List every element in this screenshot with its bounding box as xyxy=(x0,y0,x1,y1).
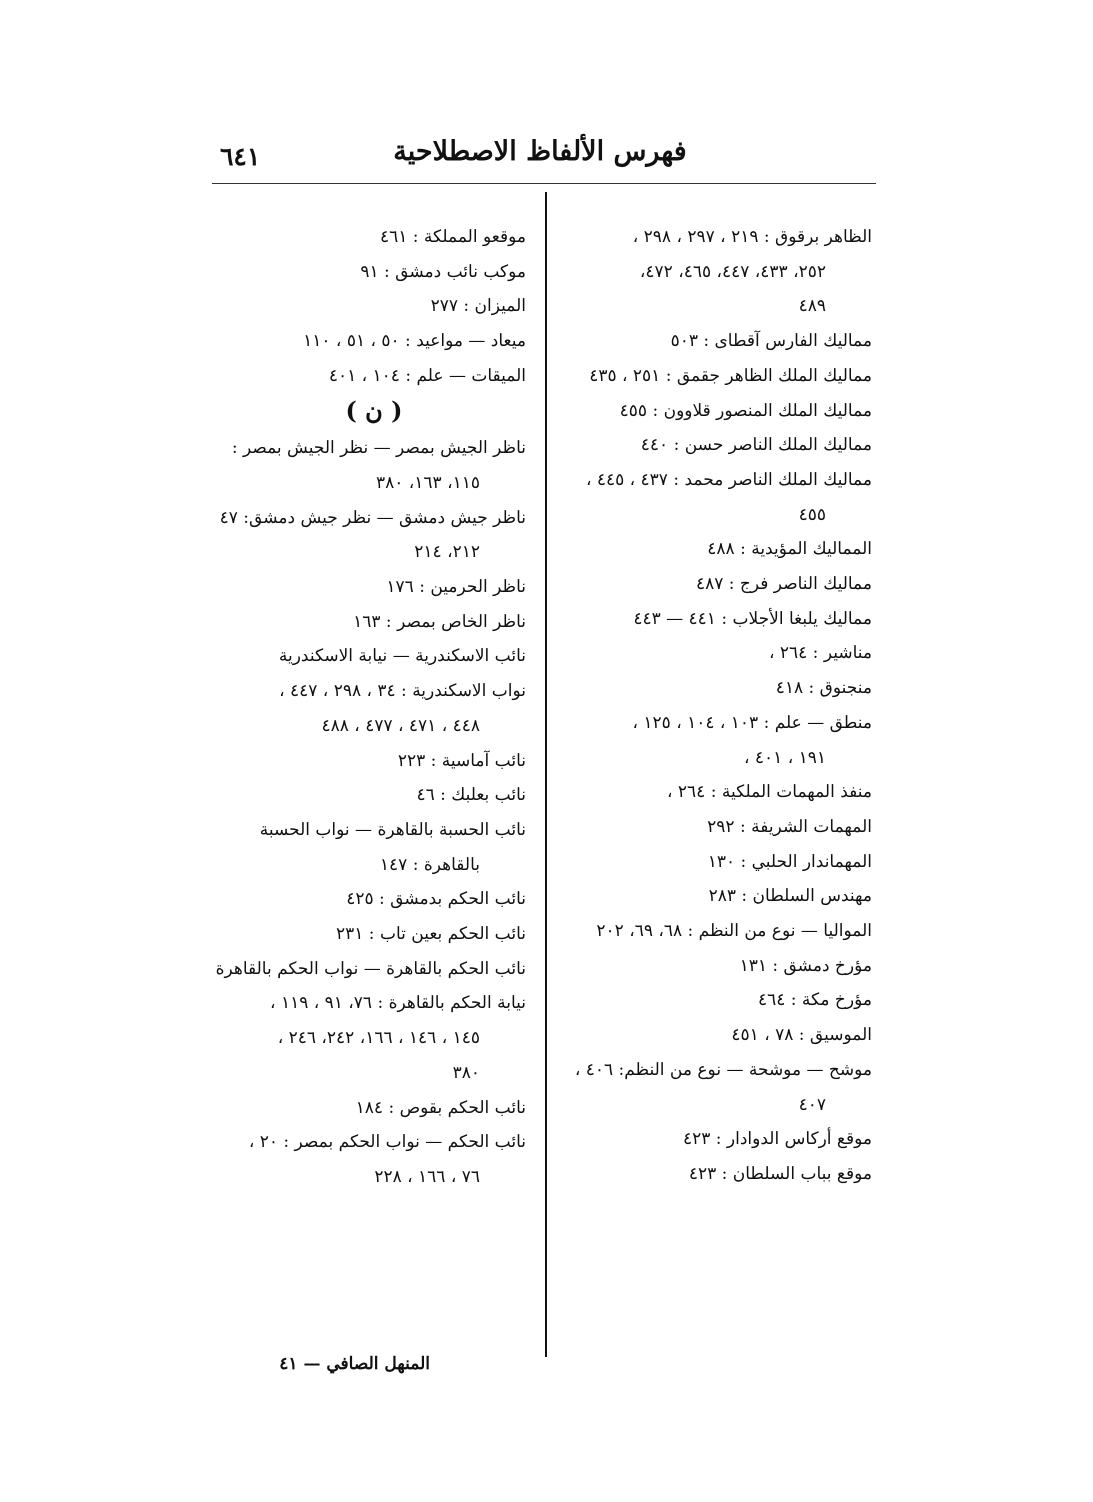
index-entry: موقع بباب السلطان : ٤٢٣ xyxy=(688,1163,872,1184)
index-column-right xyxy=(572,220,872,1192)
index-entry-continuation: ٢٥٢، ٤٣٣، ٤٤٧، ٤٦٥، ٤٧٢، xyxy=(639,261,826,282)
index-entry: نائب الحكم بعين تاب : ٢٣١ xyxy=(336,924,526,945)
index-entry: مماليك الملك الظاهر جقمق : ٢٥١ ، ٤٣٥ xyxy=(589,365,872,386)
index-entry: نائب الحكم بالقاهرة — نواب الحكم بالقاهرة xyxy=(215,958,526,979)
index-entry: مماليك الملك المنصور قلاوون : ٤٥٥ xyxy=(619,400,872,421)
index-entry: الميقات — علم : ١٠٤ ، ٤٠١ xyxy=(328,365,526,386)
index-entry: موقع أركاس الدوادار : ٤٢٣ xyxy=(682,1129,872,1150)
index-entry: نائب الحكم بدمشق : ٤٢٥ xyxy=(346,889,526,910)
index-entry: الميزان : ٢٧٧ xyxy=(430,296,526,317)
index-entry: نواب الاسكندرية : ٣٤ ، ٢٩٨ ، ٤٤٧ ، xyxy=(279,681,526,702)
index-entry: نائب بعلبك : ٤٦ xyxy=(416,785,526,806)
index-entry: مماليك الفارس آقطاى : ٥٠٣ xyxy=(670,331,872,352)
index-entry: نائب الحكم بقوص : ١٨٤ xyxy=(355,1097,526,1118)
index-entry: موكب نائب دمشق : ٩١ xyxy=(360,261,526,282)
index-entry: مؤرخ مكة : ٤٦٤ xyxy=(757,990,872,1011)
index-entry: الظاهر برقوق : ٢١٩ ، ٢٩٧ ، ٢٩٨ ، xyxy=(632,227,872,247)
index-entry: موقعو المملكة : ٤٦١ xyxy=(379,227,526,247)
index-entry: موشح — موشحة — نوع من النظم: ٤٠٦ ، xyxy=(574,1059,872,1080)
index-entry: نائب الاسكندرية — نيابة الاسكندرية xyxy=(278,646,526,667)
index-entry: المواليا — نوع من النظم : ٦٨، ٦٩، ٢٠٢ xyxy=(596,921,872,942)
index-entry: نائب الحسبة بالقاهرة — نواب الحسبة xyxy=(259,819,526,840)
index-entry: المهماندار الحلبي : ١٣٠ xyxy=(707,851,872,872)
index-entry: المماليك المؤيدية : ٤٨٨ xyxy=(707,539,872,560)
footer-note: المنهل الصافي — ٤١ xyxy=(279,1354,430,1374)
index-entry-continuation: ٣٨٠ xyxy=(452,1062,480,1083)
index-entry: مهندس السلطان : ٢٨٣ xyxy=(708,886,872,907)
index-entry: مماليك الملك الناصر حسن : ٤٤٠ xyxy=(640,435,872,456)
index-entry: مناشير : ٢٦٤ ، xyxy=(768,643,872,664)
index-entry: نائب الحكم — نواب الحكم بمصر : ٢٠ ، xyxy=(248,1132,526,1153)
index-entry-continuation: ٤٠٧ xyxy=(798,1094,826,1115)
index-entry: ناظر الجيش بمصر — نظر الجيش بمصر : xyxy=(231,438,526,459)
index-entry: منفذ المهمات الملكية : ٢٦٤ ، xyxy=(667,782,872,803)
page-title: فهرس الألفاظ الاصطلاحية xyxy=(393,136,687,167)
index-entry: نائب آماسية : ٢٢٣ xyxy=(397,750,526,771)
column-divider xyxy=(545,192,547,1357)
index-entry: الموسيق : ٧٨ ، ٤٥١ xyxy=(731,1025,872,1046)
index-entry-continuation: بالقاهرة : ١٤٧ xyxy=(379,854,480,875)
page-number: ٦٤١ xyxy=(220,142,261,171)
index-entry: نيابة الحكم بالقاهرة : ٧٦، ٩١ ، ١١٩ ، xyxy=(270,993,526,1014)
index-entry: ناظر الحرمين : ١٧٦ xyxy=(386,577,526,598)
index-entry-continuation: ٤٤٨ ، ٤٧١ ، ٤٧٧ ، ٤٨٨ xyxy=(321,715,480,736)
index-entry-continuation: ٢١٢، ٢١٤ xyxy=(414,542,480,563)
index-entry: مؤرخ دمشق : ١٣١ xyxy=(739,955,872,976)
index-entry: ناظر الخاص بمصر : ١٦٣ xyxy=(353,611,526,632)
index-entry-continuation: ٤٥٥ xyxy=(798,504,826,525)
section-letter: ( ن ) xyxy=(345,395,403,425)
index-entry: المهمات الشريفة : ٢٩٢ xyxy=(707,816,872,837)
index-entry: مماليك الناصر فرج : ٤٨٧ xyxy=(695,574,872,595)
index-entry-continuation: ١١٥، ١٦٣، ٣٨٠ xyxy=(376,472,480,493)
index-entry: مماليك يلبغا الأجلاب : ٤٤١ — ٤٤٣ xyxy=(633,608,872,629)
index-entry-continuation: ٤٨٩ xyxy=(798,296,826,317)
header-rule xyxy=(212,183,876,184)
index-column-left xyxy=(215,220,526,1195)
index-entry-continuation: ١٤٥ ، ١٤٦ ، ١٦٦، ٢٤٢، ٢٤٦ ، xyxy=(277,1028,480,1049)
index-entry-continuation: ٧٦ ، ١٦٦ ، ٢٢٨ xyxy=(374,1166,480,1187)
index-entry: منجنوق : ٤١٨ xyxy=(775,678,872,699)
index-entry: ميعاد — مواعيد : ٥٠ ، ٥١ ، ١١٠ xyxy=(303,331,526,352)
index-entry-continuation: ١٩١ ، ٤٠١ ، xyxy=(744,747,826,768)
index-entry: مماليك الملك الناصر محمد : ٤٣٧ ، ٤٤٥ ، xyxy=(585,469,872,490)
section-heading xyxy=(222,394,526,432)
index-entry: منطق — علم : ١٠٣ ، ١٠٤ ، ١٢٥ ، xyxy=(632,712,872,733)
index-entry: ناظر جيش دمشق — نظر جيش دمشق: ٤٧ xyxy=(219,507,526,528)
